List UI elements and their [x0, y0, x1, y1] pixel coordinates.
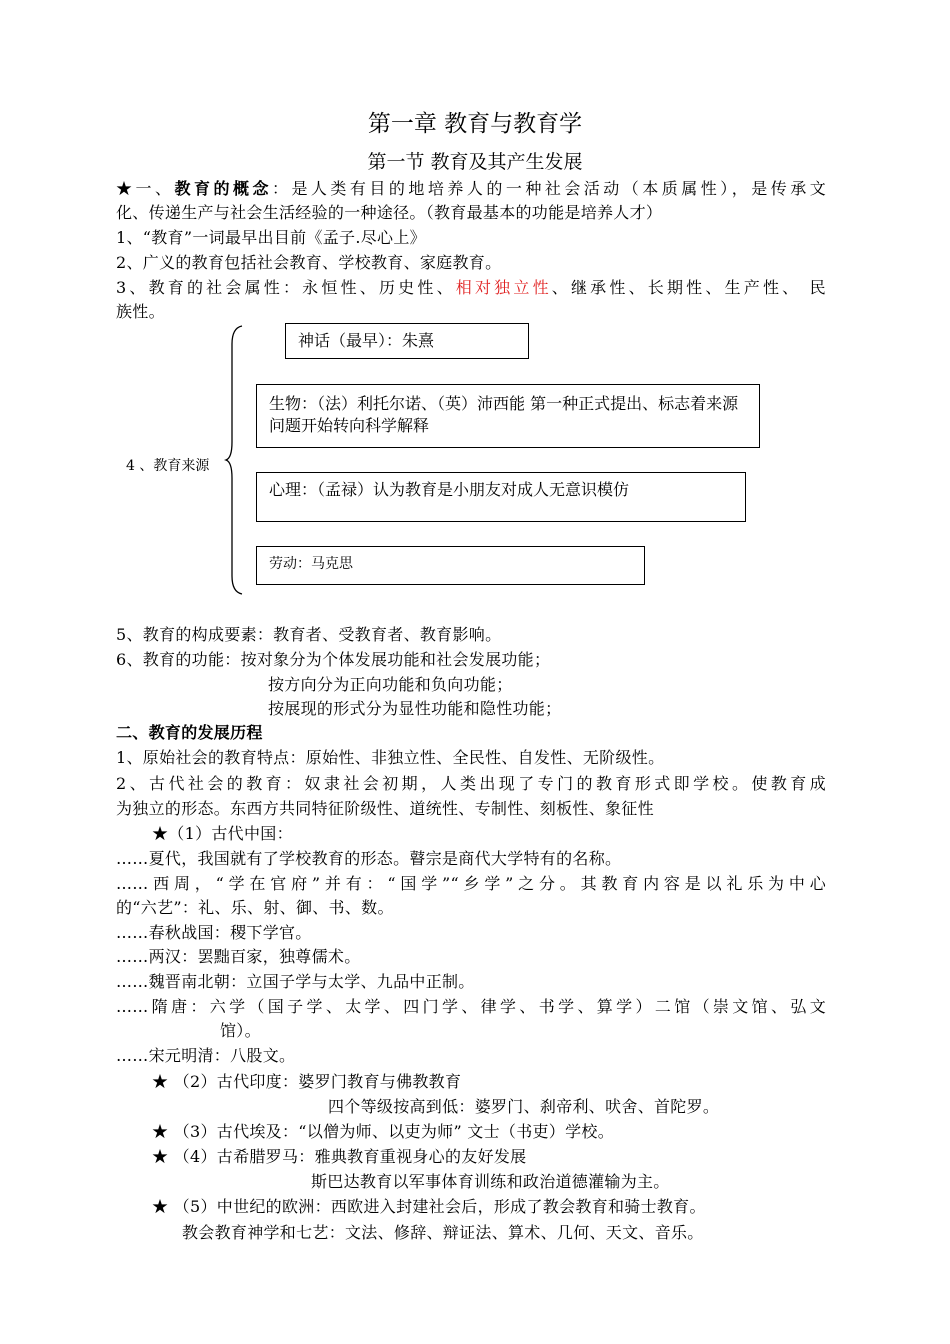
- point-3-b: 、继承性、长期性、生产性、 民: [551, 278, 826, 297]
- india: ★ （2）古代印度：婆罗门教育与佛教教育: [152, 1072, 462, 1091]
- dev-2: 2、古代社会的教育：奴隶社会初期，人类出现了专门的教育形式即学校。使教育成: [116, 774, 826, 793]
- china-zhou-2: 的“六艺”：礼、乐、射、御、书、数。: [116, 898, 394, 917]
- india-castes: 四个等级按高到低：婆罗门、刹帝利、吠舍、首陀罗。: [328, 1097, 720, 1116]
- china-han: ……两汉：罢黜百家，独尊儒术。: [116, 947, 361, 966]
- china-title: ★（1）古代中国：: [152, 824, 293, 843]
- china-weijin: ……魏晋南北朝：立国子学与太学、九品中正制。: [116, 972, 475, 991]
- greece-sparta: 斯巴达教育以军事体育训练和政治道德灌输为主。: [311, 1172, 670, 1191]
- section-title: 第一节 教育及其产生发展: [367, 151, 583, 173]
- point-6: 6、教育的功能：按对象分为个体发展功能和社会发展功能；: [116, 650, 551, 669]
- point-1: 1、“教育”一词最早出目前《孟子.尽心上》: [116, 228, 426, 247]
- china-suitang: ……隋唐：六学（国子学、太学、四门学、律学、书学、算学）二馆（崇文馆、弘文: [116, 997, 826, 1016]
- origin-box-biology: 生物：（法）利托尔诺、（英）沛西能 第一种正式提出、标志着来源问题开始转向科学解释: [256, 384, 760, 448]
- point-3: [116, 277, 826, 299]
- point-5: 5、教育的构成要素：教育者、受教育者、教育影响。: [116, 625, 502, 644]
- europe-arts: 教会教育神学和七艺：文法、修辞、辩证法、算术、几何、天文、音乐。: [182, 1223, 704, 1242]
- origin-box-psychology: 心理：（孟禄）认为教育是小朋友对成人无意识模仿: [256, 472, 746, 522]
- concept-text: ：是人类有目的地培养人的一种社会活动（本质属性），是传承文: [271, 179, 827, 198]
- concept-line-1: [116, 178, 826, 200]
- brace-icon: [224, 324, 244, 596]
- europe: ★ （5）中世纪的欧洲：西欧进入封建社会后，形成了教会教育和骑士教育。: [152, 1197, 706, 1216]
- star-icon: ★一、: [116, 179, 175, 198]
- china-zhou: ……西周，“学在官府”并有：“国学”“乡学”之分。其教育内容是以礼乐为中心: [116, 874, 826, 893]
- section-2-title: 二、教育的发展历程: [116, 723, 263, 742]
- point-2: 2、广义的教育包括社会教育、学校教育、家庭教育。: [116, 253, 502, 272]
- china-song: ……宋元明清：八股文。: [116, 1046, 296, 1065]
- highlight-term: 相对独立性: [455, 278, 552, 297]
- dev-1: 1、原始社会的教育特点：原始性、非独立性、全民性、自发性、无阶级性。: [116, 748, 665, 767]
- chapter-title: 第一章 教育与教育学: [367, 111, 583, 137]
- origin-label: 4 、教育来源: [126, 458, 210, 474]
- point-3-a: 3、教育的社会属性：永恒性、历史性、: [116, 278, 456, 297]
- point-3-line-2: 族性。: [116, 302, 165, 321]
- china-suitang-2: 馆）。: [220, 1021, 261, 1040]
- point-6-direction: 按方向分为正向功能和负向功能；: [268, 675, 513, 694]
- origin-box-myth: 神话（最早）：朱熹: [285, 323, 529, 359]
- concept-line-2: 化、传递生产与社会生活经验的一种途径。（教育最基本的功能是培养人才）: [116, 203, 663, 222]
- point-6-form: 按展现的形式分为显性功能和隐性功能；: [268, 699, 562, 718]
- concept-heading: 教育的概念: [174, 179, 272, 198]
- origin-box-labor: 劳动：马克思: [256, 546, 645, 585]
- egypt: ★ （3）古代埃及：“以僧为师、以吏为师” 文士（书吏）学校。: [152, 1122, 615, 1141]
- china-xia: ……夏代，我国就有了学校教育的形态。瞽宗是商代大学特有的名称。: [116, 849, 622, 868]
- china-chunqiu: ……春秋战国：稷下学官。: [116, 923, 312, 942]
- dev-2-line-2: 为独立的形态。东西方共同特征阶级性、道统性、专制性、刻板性、象征性: [116, 799, 654, 818]
- greece: ★ （4）古希腊罗马：雅典教育重视身心的友好发展: [152, 1147, 527, 1166]
